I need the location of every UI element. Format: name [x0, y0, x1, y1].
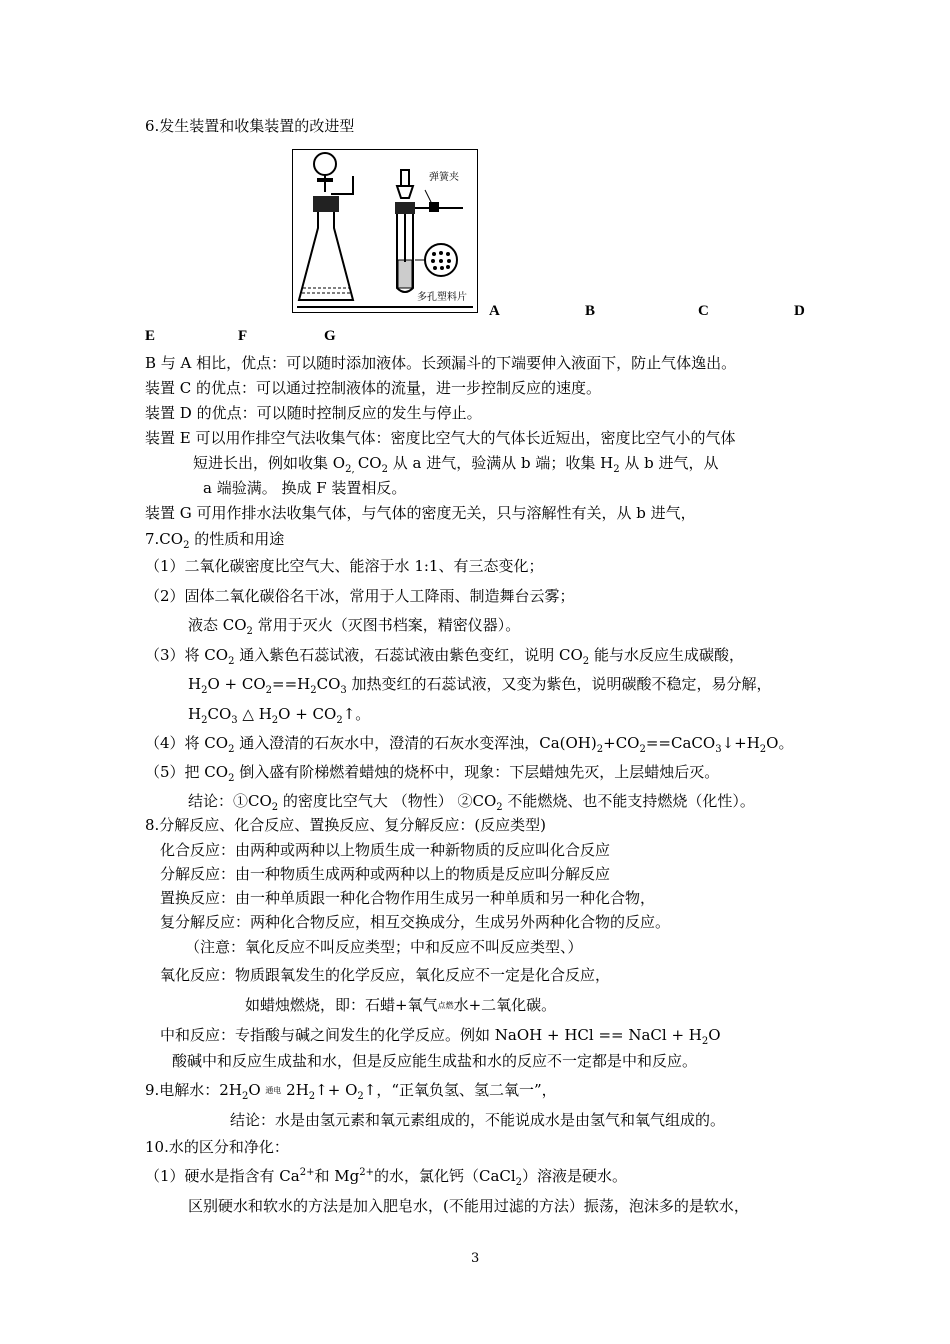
section-6-title: 6.发生装置和收集装置的改进型: [145, 117, 355, 135]
s7-p1: （1）二氧化碳密度比空气大、能溶于水 1:1、有三态变化；: [145, 557, 544, 575]
s7-p2b: 液态 $CO_2$ 常用于灭火（灭图书档案，精密仪器）。: [188, 616, 521, 637]
label-a: A: [489, 303, 500, 319]
s7-p3: （3）将 $CO_2$ 通入紫色石蕊试液，石蕊试液由紫色变红，说明 $CO_2$ 能与水反应生成碳酸，: [145, 646, 744, 667]
s10-line2: 区别硬水和软水的方法是加入肥皂水，(不能用过滤的方法）振荡，泡沫多的是软水，: [188, 1197, 749, 1215]
section-7-title: $7.CO_2$ 的性质和用途: [145, 530, 285, 551]
s6-line3: 装置 D 的优点：可以随时控制反应的发生与停止。: [145, 404, 482, 422]
s10-line1: （1）硬水是指含有 $Ca^{2+}$和 $Mg^{2+}$的水，氯化钙（CaCl$_2$）溶液是硬水。: [145, 1167, 628, 1188]
s6-line1: B 与 A 相比，优点：可以随时添加液体。长颈漏斗的下端要伸入液面下，防止气体逸出。: [145, 354, 737, 372]
label-e: E: [145, 328, 156, 344]
s6-line5: 短进长出，例如收集 $O_{2,}$ $CO_2$ 从 a 进气，验满从 b 端；收集 $H_2$ 从 b 进气，从: [193, 454, 719, 475]
fig-label-clip: 弹簧夹: [429, 172, 459, 183]
s8-line4: 复分解反应：两种化合物反应，相互交换成分，生成另外两种化合物的反应。: [160, 913, 671, 931]
apparatus-figure: [292, 149, 478, 313]
s7-p4: （4）将 $CO_2$ 通入澄清的石灰水中，澄清的石灰水变浑浊，$Ca(OH)_2+CO_2==CaCO_3↓+H_2O$。: [145, 734, 794, 755]
s8-line7: 如蜡烛燃烧，即：石蜡+氧气点燃水+二氧化碳。: [245, 996, 557, 1014]
s7-p2: （2）固体二氧化碳俗名干冰，常用于人工降雨、制造舞台云雾；: [145, 587, 575, 605]
label-g: G: [324, 328, 336, 344]
s6-line6: a 端验满。 换成 F 装置相反。: [203, 479, 407, 497]
s6-line7: 装置 G 可用作排水法收集气体，与气体的密度无关，只与溶解性有关，从 b 进气，: [145, 504, 696, 522]
section-9-line: 9.电解水：$2H_2O$ 通电 $2H_2↑+$ $O_2↑$，“正氧负氢、氢二氧一”，: [145, 1081, 557, 1102]
s9-conclusion: 结论：水是由氢元素和氧元素组成的，不能说成水是由氢气和氧气组成的。: [230, 1111, 726, 1129]
label-c: C: [698, 303, 709, 319]
s7-p5b: 结论：$①CO_2$ 的密度比空气大 （物性） $②CO_2$ 不能燃烧、也不能支持燃烧（化性）。: [188, 792, 755, 813]
s8-line2: 分解反应：由一种物质生成两种或两种以上的物质是反应叫分解反应: [160, 865, 611, 883]
s6-line2: 装置 C 的优点：可以通过控制液体的流量，进一步控制反应的速度。: [145, 379, 602, 397]
page-number: 3: [471, 1251, 480, 1266]
s7-p3b: $H_2O + CO_2==H_2CO_3$ 加热变红的石蕊试液，又变为紫色，说明碳酸不稳定，易分解，: [188, 675, 772, 696]
s8-line1: 化合反应：由两种或两种以上物质生成一种新物质的反应叫化合反应: [160, 841, 611, 859]
label-f: F: [238, 328, 248, 344]
label-b: B: [585, 303, 596, 319]
s8-line5: （注意：氧化反应不叫反应类型；中和反应不叫反应类型、）: [185, 938, 583, 956]
s7-p3c: $H_2CO_3$ △ $H_2O$ + $CO_2↑$。: [188, 705, 371, 726]
s8-line8: 中和反应：专指酸与碱之间发生的化学反应。例如 NaOH + HCl == NaCl + $H_2O$: [160, 1026, 721, 1047]
section-8-title: 8.分解反应、化合反应、置换反应、复分解反应：(反应类型): [145, 816, 547, 834]
s8-line6: 氧化反应：物质跟氧发生的化学反应，氧化反应不一定是化合反应，: [160, 966, 611, 984]
fig-label-plate: 多孔塑料片: [417, 292, 467, 303]
label-d: D: [794, 303, 805, 319]
s8-line9: 酸碱中和反应生成盐和水，但是反应能生成盐和水的反应不一定都是中和反应。: [172, 1052, 698, 1070]
section-10-title: 10.水的区分和净化：: [145, 1138, 289, 1156]
s7-p5: （5）把 $CO_2$ 倒入盛有阶梯燃着蜡烛的烧杯中，现象：下层蜡烛先灭，上层蜡烛后灭。: [145, 763, 720, 784]
s6-line4: 装置 E 可以用作排空气法收集气体：密度比空气大的气体长近短出，密度比空气小的气体: [145, 429, 736, 447]
s8-line3: 置换反应：由一种单质跟一种化合物作用生成另一种单质和另一种化合物，: [160, 889, 656, 907]
